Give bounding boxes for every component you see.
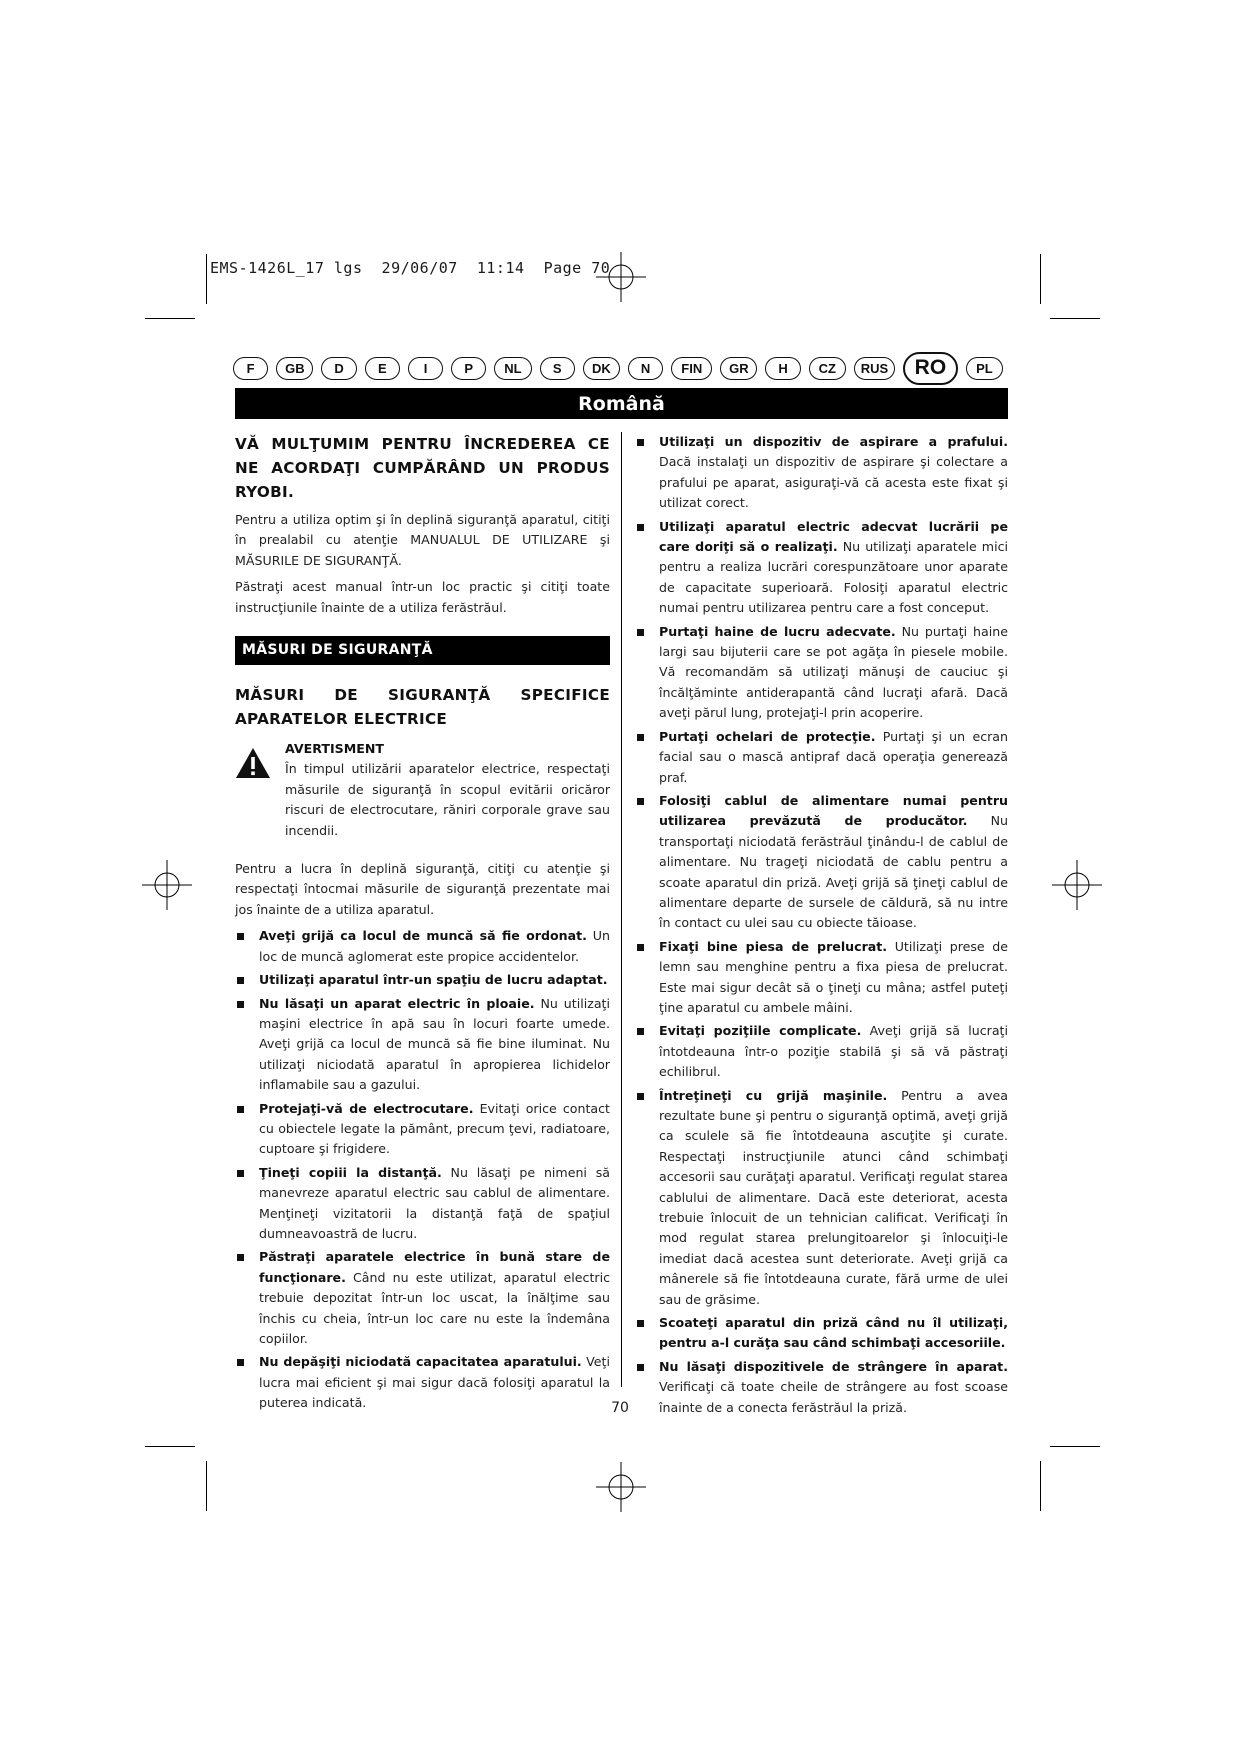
bullet-text: Nu utilizaţi aparatele mici pentru a realiza lucrări corespunzătoare unor aparate de capacitate superioară. Folosiţi aparatul electric numai pentru utilizarea pentru care a fost conceput. [659, 539, 1008, 616]
list-item [235, 926, 610, 967]
list-item [635, 791, 1008, 934]
bullet-text: Evitaţi orice contact cu obiectele legate la pământ, precum ţevi, radiatoare, cuptoare şi frigidere. [259, 1100, 610, 1157]
warning-block [235, 739, 610, 841]
bullet-text: Când nu este utilizat, aparatul electric trebuie depozitat într-un loc uscat, la înălţime sau închis cu cheia, într-un loc care nu este la îndemâna copiilor. [259, 1269, 610, 1346]
bullet-lead: Nu lăsaţi dispozitivele de strângere în aparat. [659, 1358, 1008, 1374]
warning-triangle-icon [235, 739, 285, 841]
bullet-square-icon [237, 1254, 244, 1261]
warning-text: În timpul utilizării aparatelor electrice, respectaţi măsurile de siguranţă în scopul evitării oricăror riscuri de electrocutare, răniri corporale grave sau incendii. [285, 761, 610, 838]
bullet-text: Un loc de muncă aglomerat este propice accidentelor. [259, 928, 611, 964]
crop-mark [1050, 318, 1100, 319]
list-item [635, 1357, 1008, 1418]
bullet-text: Utilizaţi prese de lemn sau menghine pentru a fixa piesa de prelucrat. Este mai sigur decât să o ţineţi cu mâna; astfel puteţi ţine aparatul cu ambele mâini. [659, 938, 1008, 1015]
registration-mark-right [1052, 860, 1102, 910]
bullet-lead: Purtaţi haine de lucru adecvate. [659, 623, 896, 639]
bullet-text: Pentru a avea rezultate bune şi pentru o siguranţă optimă, aveţi grijă ca sculele să fie întotdeauna ascuţite şi curate. Respectaţi instrucţiunile atunci când schimbaţi accesorii sau curăţaţi aparatul. Verificaţi regulat starea cablului de alimentare. Dacă este deteriorat, acesta trebuie înlocuit de un tehnician calificat. Verificaţi în mod regulat starea prelungitoarelor şi înlocuiţi-le imediat dacă acestea sunt deteriorate. Aveţi grijă ca mânerele să fie întotdeauna curate, fără urme de ulei sau de grăsime. [659, 1087, 1008, 1307]
print-slug-line: EMS-1426L_17 lgs 29/06/07 11:14 Page 70 [210, 259, 611, 277]
bullet-lead: Scoateţi aparatul din priză când nu îl utilizaţi, pentru a-l curăţa sau când schimbaţi accesoriile. [659, 1315, 1008, 1351]
crop-mark [1040, 1461, 1041, 1511]
bullet-square-icon [637, 524, 644, 531]
crop-mark [145, 318, 195, 319]
page-number: 70 [611, 1400, 629, 1416]
list-item [235, 970, 610, 990]
bullet-square-icon [237, 1170, 244, 1177]
list-item [635, 1086, 1008, 1310]
registration-mark-left [142, 860, 192, 910]
language-tab-i[interactable]: I [408, 357, 443, 380]
bullet-text: Nu lăsaţi pe nimeni să manevreze aparatul electric sau cablul de alimentare. Menţineţi vizitatorii la distanţă faţă de spaţiul dumneavoastră de lucru. [259, 1164, 610, 1241]
language-tab-p[interactable]: P [451, 357, 486, 380]
section-title-safety: MĂSURI DE SIGURANŢĂ [235, 636, 610, 665]
list-item [235, 1352, 610, 1413]
bullet-lead: Fixaţi bine piesa de prelucrat. [659, 938, 888, 954]
list-item [635, 1021, 1008, 1082]
language-tab-h[interactable]: H [765, 357, 800, 380]
crop-mark [206, 1461, 207, 1511]
bullet-square-icon [237, 1359, 244, 1366]
left-column [235, 432, 610, 1417]
bullet-lead: Nu lăsaţi un aparat electric în ploaie. [259, 995, 535, 1011]
bullet-square-icon [237, 933, 244, 940]
language-tabs [233, 350, 1011, 386]
language-tab-n[interactable]: N [628, 357, 663, 380]
bullet-square-icon [637, 1028, 644, 1035]
language-tab-s[interactable]: S [540, 357, 575, 380]
language-tab-dk[interactable]: DK [583, 357, 620, 380]
subsection-title: MĂSURI DE SIGURANŢĂ SPECIFICE APARATELOR ELECTRICE [235, 686, 610, 729]
registration-mark-bottom [596, 1462, 646, 1512]
bullet-square-icon [637, 1093, 644, 1100]
list-item [635, 622, 1008, 724]
crop-mark [1040, 254, 1041, 304]
crop-mark [145, 1446, 195, 1447]
language-banner: Română [235, 388, 1008, 419]
bullet-text: Verificaţi că toate cheile de strângere au fost scoase înainte de a conecta ferăstrăul la priză. [659, 1379, 1008, 1415]
list-item [235, 1099, 610, 1160]
list-item [635, 1313, 1008, 1354]
intro-paragraph-1: Pentru a utiliza optim şi în deplină siguranţă aparatul, citiţi în prealabil cu atenţie MANUALUL DE UTILIZARE şi MĂSURILE DE SIGURANŢĂ. [235, 512, 610, 568]
crop-mark [1050, 1446, 1100, 1447]
bullet-lead: Ţineţi copiii la distanţă. [259, 1164, 442, 1180]
bullet-lead: Utilizaţi aparatul într-un spaţiu de lucru adaptat. [259, 972, 608, 988]
intro-paragraph-2: Păstraţi acest manual într-un loc practic şi citiţi toate instrucţiunile înainte de a utiliza ferăstrăul. [235, 579, 610, 615]
bullet-square-icon [237, 977, 244, 984]
list-item [635, 517, 1008, 619]
bullet-lead: Folosiţi cablul de alimentare numai pentru utilizarea prevăzută de producător. [659, 792, 1008, 829]
language-tab-gr[interactable]: GR [720, 357, 757, 380]
bullet-text: Dacă instalaţi un dispozitiv de aspirare şi colectare a prafului pe aparat, asiguraţi-vă că acesta este fixat şi utilizat corect. [659, 454, 1008, 511]
bullet-lead: Protejaţi-vă de electrocutare. [259, 1100, 474, 1116]
bullet-square-icon [237, 1001, 244, 1008]
language-tab-rus[interactable]: RUS [854, 357, 895, 380]
language-tab-ro[interactable]: RO [903, 352, 958, 385]
language-tab-e[interactable]: E [365, 357, 400, 380]
general-paragraph: Pentru a lucra în deplină siguranţă, citiţi cu atenţie şi respectaţi întocmai măsurile de siguranţă prezentate mai jos înainte de a utiliza aparatul. [235, 861, 610, 917]
warning-title: AVERTISMENT [285, 741, 384, 757]
bullet-text: Nu utilizaţi maşini electrice în apă sau în locuri foarte umede. Aveţi grijă ca locul de muncă să fie bine iluminat. Nu utilizaţi niciodată aparatul în apropierea lichidelor inflamabile sau a gazului. [259, 995, 610, 1093]
list-item [235, 1163, 610, 1245]
bullet-text: Aveţi grijă să lucraţi întotdeauna într-o poziţie stabilă şi să vă păstraţi echilibrul. [659, 1023, 1008, 1080]
list-item [635, 937, 1008, 1019]
bullet-square-icon [637, 1364, 644, 1371]
language-tab-f[interactable]: F [233, 357, 268, 380]
bullet-square-icon [637, 944, 644, 951]
bullet-lead: Evitaţi poziţiile complicate. [659, 1023, 862, 1039]
right-bullet-list [635, 432, 1008, 1418]
bullet-square-icon [637, 439, 644, 446]
left-bullet-list [235, 926, 610, 1413]
bullet-lead: Întreţineţi cu grijă maşinile. [659, 1087, 888, 1103]
bullet-lead: Utilizaţi aparatul electric adecvat lucrării pe care doriţi să o realizaţi. [659, 518, 1008, 555]
bullet-text: Nu transportaţi niciodată ferăstrăul ţinându-l de cablul de alimentare. Nu trageţi niciodată de cablu pentru a scoate aparatul din priză. Aveţi grijă să ţineţi cablul de alimentare departe de sursele de căldură, să nu intre în contact cu ulei sau cu obiecte tăioase. [659, 813, 1008, 931]
bullet-square-icon [637, 798, 644, 805]
crop-mark [206, 254, 207, 304]
language-tab-d[interactable]: D [321, 357, 356, 380]
bullet-lead: Păstraţi aparatele electrice în bună stare de funcţionare. [259, 1249, 610, 1285]
bullet-text: Veţi lucra mai eficient şi mai sigur dacă folosiţi aparatul la puterea indicată. [259, 1354, 610, 1411]
bullet-lead: Nu depăşiţi niciodată capacitatea aparatului. [259, 1354, 582, 1370]
list-item [235, 994, 610, 1096]
bullet-square-icon [637, 629, 644, 636]
list-item [235, 1247, 610, 1349]
list-item [635, 727, 1008, 788]
column-divider [621, 432, 622, 1387]
bullet-lead: Purtaţi ochelari de protecţie. [659, 728, 876, 744]
language-tab-cz[interactable]: CZ [809, 357, 846, 380]
thanks-title: VĂ MULŢUMIM PENTRU ÎNCREDEREA CE NE ACORDAŢI CUMPĂRÂND UN PRODUS RYOBI. [235, 435, 610, 501]
bullet-lead: Utilizaţi un dispozitiv de aspirare a prafului. [659, 434, 1008, 449]
bullet-text: Purtaţi şi un ecran facial sau o mască antipraf dacă operaţia generează praf. [659, 728, 1008, 785]
language-tab-nl[interactable]: NL [494, 357, 531, 380]
language-tab-fin[interactable]: FIN [671, 357, 712, 380]
language-tab-gb[interactable]: GB [276, 357, 313, 380]
bullet-text: Nu purtaţi haine largi sau bijuterii care se pot agăţa în piesele mobile. Vă recomandăm să utilizaţi mănuşi de cauciuc şi încălţăminte antiderapantă când lucraţi afară. Dacă aveţi părul lung, protejaţi-l prin acoperire. [659, 623, 1008, 721]
bullet-lead: Aveţi grijă ca locul de muncă să fie ordonat. [259, 928, 587, 944]
bullet-square-icon [637, 734, 644, 741]
list-item [635, 432, 1008, 514]
right-column [635, 432, 1008, 1421]
bullet-square-icon [237, 1106, 244, 1113]
bullet-square-icon [637, 1320, 644, 1327]
language-tab-pl[interactable]: PL [966, 357, 1003, 380]
